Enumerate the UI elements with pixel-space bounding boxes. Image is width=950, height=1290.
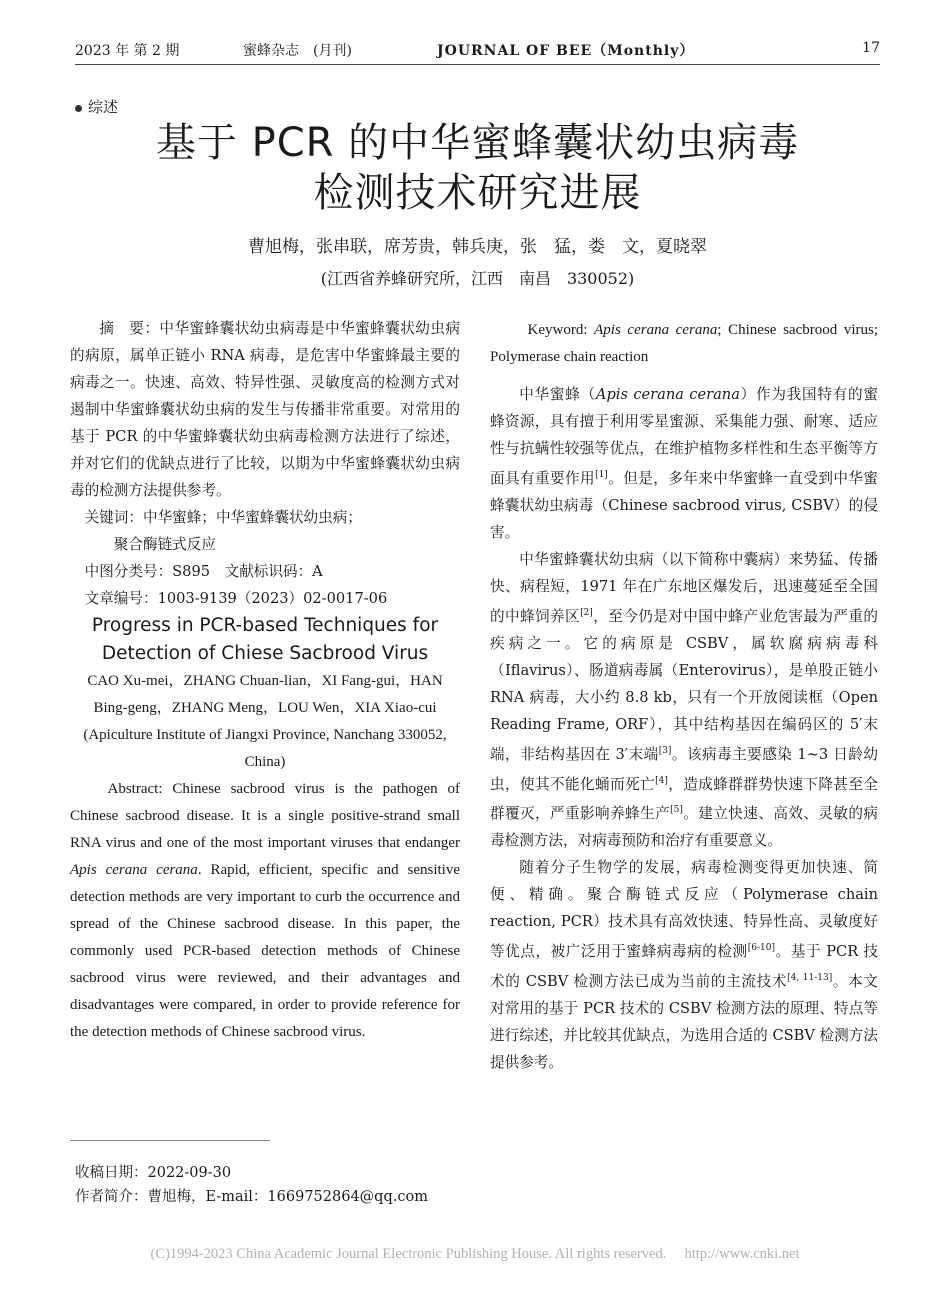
keywords-en-rest: ; Chinese sacbrood virus; Polymerase chain reaction xyxy=(490,322,879,365)
title-line-1: 基于 PCR 的中华蜜蜂囊状幼虫病毒 xyxy=(155,120,800,166)
title-en: Progress in PCR-based Techniques for Detection of Chiese Sacbrood Virus xyxy=(91,615,439,664)
journal-name-cn: 蜜蜂杂志 (月刊) xyxy=(243,43,352,59)
abstract-en-text-2: . Rapid, efficient, specific and sensitive detection methods are very important to curb the occurrence and spread of the Chinese sacbrood disease. In this paper, the commonly used PCR-based detection methods of Chinese sacbrood virus were reviewed, and their advantages and disadvantages were compared, in order to provide reference for the detection methods of Chinese sacbrood virus. xyxy=(70,862,460,1040)
right-column xyxy=(490,317,878,1076)
abstract-cn: 摘 要：中华蜜蜂囊状幼虫病毒是中华蜜蜂囊状幼虫病的病原，属单正链小 RNA 病毒，是危害中华蜜蜂最主要的病毒之一。快速、高效、特异性强、灵敏度高的检测方式对遏制中华蜜蜂囊状幼虫病的发生与传播非常重要。对常用的基于 PCR 的中华蜜蜂囊状幼虫病毒检测方法进行了综述，并对它们的优缺点进行了比较，以期为中华蜜蜂囊状幼虫病毒的检测方法提供参考。 xyxy=(70,320,460,499)
p3-text-b: 。基于 PCR 技术的 CSBV 检测方法已成为当前的主流技术 xyxy=(490,943,878,991)
footnote xyxy=(75,1161,428,1209)
bullet-icon xyxy=(75,105,82,112)
p1-text-b: ）作为我国特有的蜜蜂资源，具有擅于利用零星蜜源、采集能力强、耐寒、适应性与抗螨性较强等优点，在维护植物多样性和生态平衡等方面具有重要作用 xyxy=(490,386,878,487)
affiliation-en: (Apiculture Institute of Jiangxi Province, Nanchang 330052, China) xyxy=(83,727,447,770)
keywords-en xyxy=(490,317,878,371)
section-tag xyxy=(75,96,118,117)
abstract-en xyxy=(70,776,460,1046)
article-title xyxy=(75,118,880,218)
body-paragraph-3 xyxy=(490,854,878,1076)
section-label: 综述 xyxy=(88,98,119,116)
author-info: 作者简介：曹旭梅，E-mail：1669752864@qq.com xyxy=(75,1189,428,1205)
header-rule xyxy=(75,64,880,65)
p2-text-c: 。该病毒主要感染 1~3 日龄幼虫，使其不能化蛹而死亡 xyxy=(490,745,879,793)
p1-species: Apis cerana cerana xyxy=(595,386,740,403)
p3-text-c: 。本文对常用的基于 PCR 技术的 CSBV 检测方法的原理、特点等进行综述，并比较其优缺点，为选用合适的 CSBV 检测方法提供参考。 xyxy=(490,973,878,1072)
issue-label: 2023 年 第 2 期 xyxy=(75,43,180,59)
p2-text-b: ，至今仍是对中国中蜂产业危害最为严重的疾病之一。它的病原是 CSBV，属软腐病病毒科（Iflavirus）、肠道病毒属（Enterovirus），是单股正链小 RNA 病毒，大小约 8.8 kb，只有一个开放阅读框（Open Reading Frame, ORF），其中结构基因在编码区的 5′末端，非结构基因在 3′末端 xyxy=(490,607,878,763)
classification-codes: 中图分类号：S895 文献标识码：A xyxy=(84,563,323,580)
page-number: 17 xyxy=(862,40,880,56)
keywords-cn-cont: 聚合酶链式反应 xyxy=(113,536,216,553)
citation-ref: [5] xyxy=(670,805,683,816)
species-name: Apis cerana cerana xyxy=(70,862,198,878)
p2-text-a: 中华蜜蜂囊状幼虫病（以下简称中囊病）来势猛、传播快、病程短，1971 年在广东地区爆发后，迅速蔓延至全国的中蜂饲养区 xyxy=(490,550,878,625)
article-number: 文章编号：1003-9139（2023）02-0017-06 xyxy=(84,590,388,607)
received-date: 收稿日期：2022-09-30 xyxy=(75,1165,232,1181)
citation-ref: [6-10] xyxy=(747,943,775,954)
citation-ref: [2] xyxy=(580,607,593,618)
p3-text-a: 随着分子生物学的发展，病毒检测变得更加快速、简便、精确。聚合酶链式反应（Polymerase chain reaction, PCR）技术具有高效快速、特异性高、灵敏度好等优点，被广泛用于蜜蜂病毒病的检测 xyxy=(490,859,878,961)
body-paragraph-2 xyxy=(490,546,878,854)
journal-name-en: JOURNAL OF BEE（Monthly） xyxy=(437,43,695,59)
affiliation: (江西省养蜂研究所，江西 南昌 330052) xyxy=(320,269,635,288)
title-line-2: 检测技术研究进展 xyxy=(313,170,642,216)
keywords-species: Apis cerana cerana xyxy=(594,322,718,338)
citation-ref: [3] xyxy=(658,745,672,756)
abstract-en-label: Abstract: xyxy=(107,781,163,797)
p2-text-e: 。建立快速、高效、灵敏的病毒检测方法，对病毒预防和治疗有重要意义。 xyxy=(490,805,878,850)
keywords-cn: 关键词：中华蜜蜂；中华蜜蜂囊状幼虫病； xyxy=(84,509,362,526)
p1-text-c: 。但是，多年来中华蜜蜂一直受到中华蜜蜂囊状幼虫病毒（Chinese sacbrood virus, CSBV）的侵害。 xyxy=(490,469,878,541)
keywords-en-label: Keyword: xyxy=(527,322,588,338)
citation-ref: [4] xyxy=(655,775,668,786)
abstract-en-text: Chinese sacbrood virus is the pathogen of Chinese sacbrood disease. It is a single positive-strand small RNA virus and one of the most important viruses that endanger xyxy=(70,781,460,851)
running-header xyxy=(75,40,880,66)
body-paragraph-1 xyxy=(490,381,878,546)
left-column xyxy=(70,315,460,1046)
copyright-watermark: (C)1994-2023 China Academic Journal Electronic Publishing House. All rights reserved. http://www.cnki.net xyxy=(150,1246,800,1262)
author-list: 曹旭梅，张串联，席芳贵，韩兵庚，张 猛，娄 文，夏晓翠 xyxy=(248,237,707,257)
citation-ref: [1] xyxy=(595,470,608,480)
p1-text-a: 中华蜜蜂（ xyxy=(519,386,596,403)
authors-en: CAO Xu-mei，ZHANG Chuan-lian，XI Fang-gui，HAN Bing-geng，ZHANG Meng，LOU Wen，XIA Xiao-cui xyxy=(87,673,443,716)
footnote-rule xyxy=(70,1140,270,1141)
citation-ref: [4, 11-13] xyxy=(787,973,833,984)
p2-text-d: ，造成蜂群群势快速下降甚至全群覆灭，严重影响养蜂生产 xyxy=(490,775,878,823)
